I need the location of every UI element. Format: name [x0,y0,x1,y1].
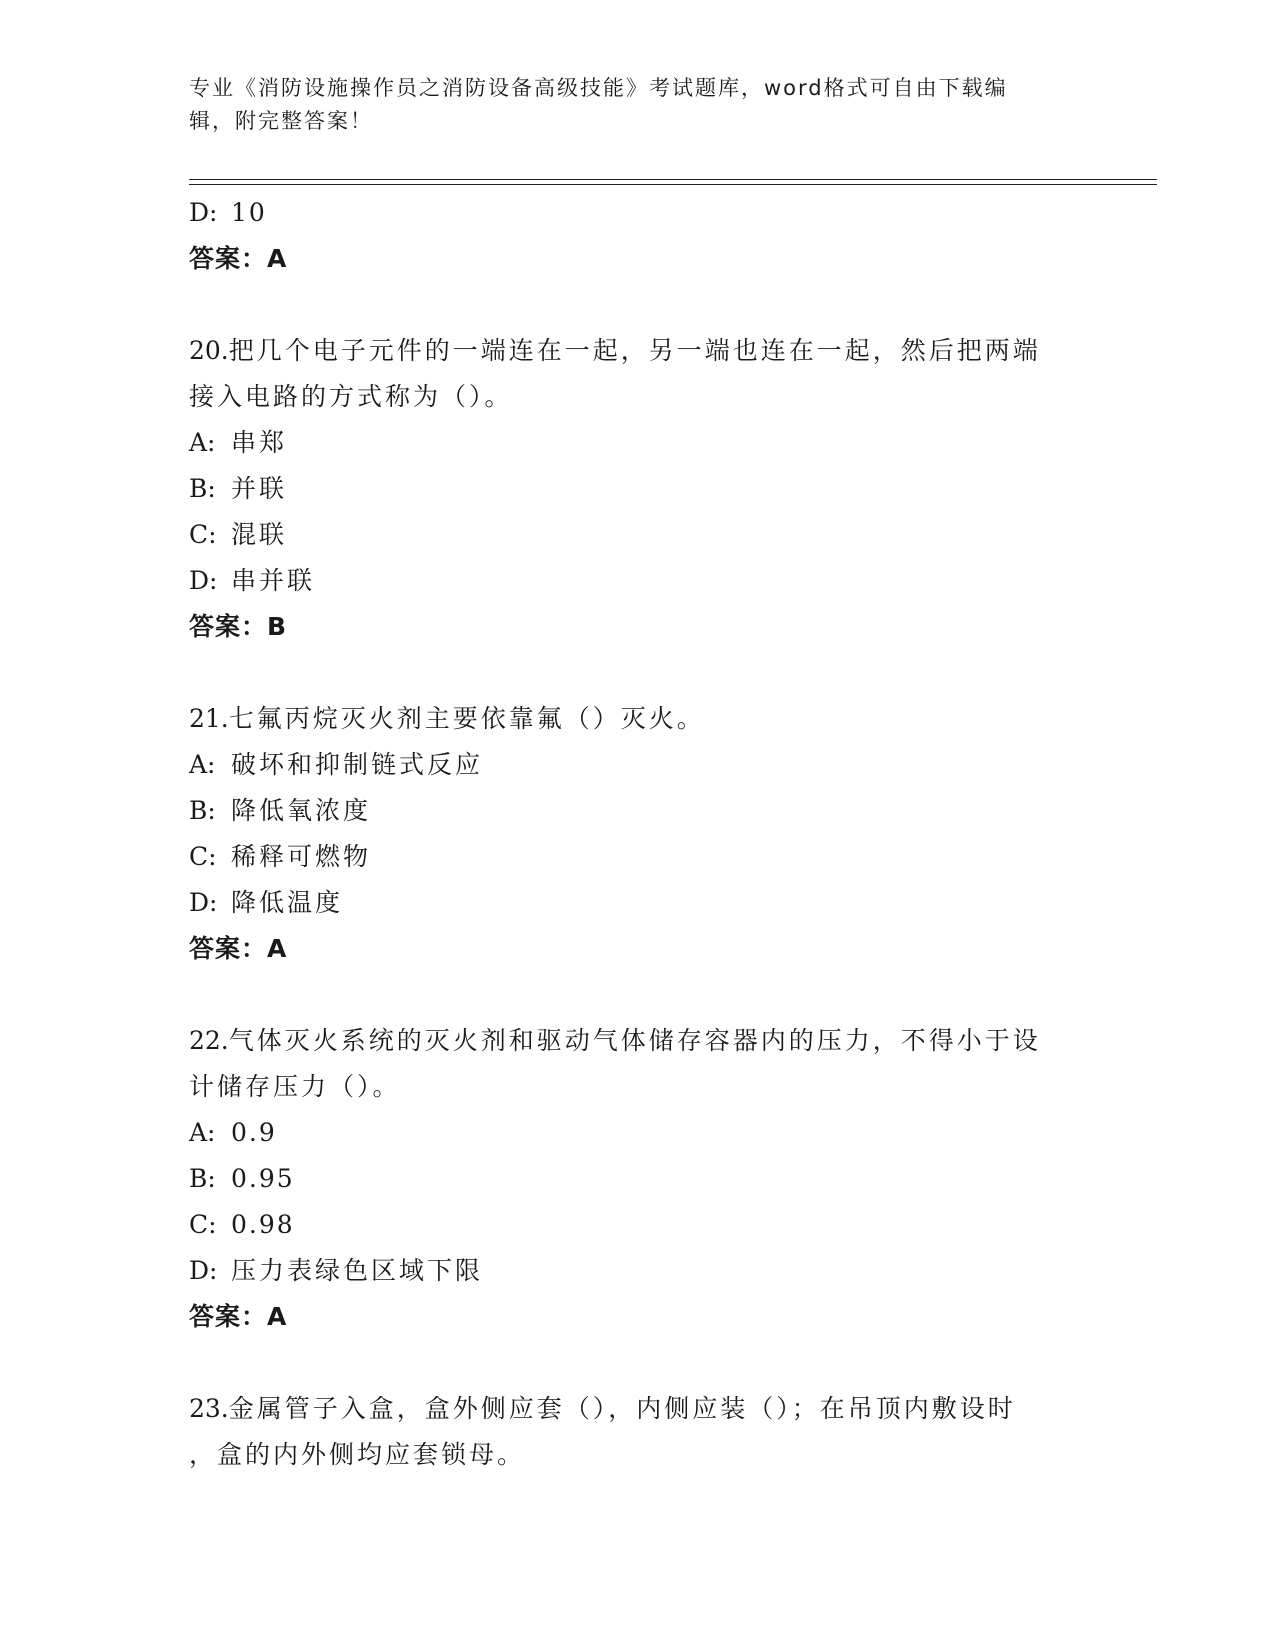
question-20-option-d: D: 串并联 [189,566,316,595]
question-20-option-a: A: 串郑 [189,428,288,457]
question-22-option-b: B: 0.95 [189,1164,295,1193]
question-22-answer: 答案：A [189,1302,288,1331]
question-21-stem: 21.七氟丙烷灭火剂主要依靠氟（）灭火。 [189,704,705,733]
question-20-stem: 20.把几个电子元件的一端连在一起，另一端也连在一起，然后把两端 [189,336,1041,365]
question-21-option-c: C: 稀释可燃物 [189,842,372,871]
question-21-answer: 答案：A [189,934,288,963]
question-23-stem: 23.金属管子入盒，盒外侧应套（），内侧应装（）；在吊顶内敷设时 [189,1394,1016,1423]
option-d-prev: D: 10 [189,198,267,227]
question-21-option-a: A: 破坏和抑制链式反应 [189,750,484,779]
question-22-option-d: D: 压力表绿色区域下限 [189,1256,484,1285]
question-list [189,190,1089,1478]
question-22-option-c: C: 0.98 [189,1210,295,1239]
document-header [189,72,1089,138]
header-line-2: 辑，附完整答案！ [189,109,373,133]
question-22-stem-cont: 计储存压力（）。 [189,1072,401,1101]
question-20-answer: 答案：B [189,612,288,641]
header-line-1: 专业《消防设施操作员之消防设备高级技能》考试题库，word格式可自由下载编 [189,76,1008,100]
question-20-stem-cont: 接入电路的方式称为（）。 [189,382,513,411]
question-20-option-b: B: 并联 [189,474,288,503]
header-divider-bottom [189,184,1157,185]
question-21-option-b: B: 降低氧浓度 [189,796,372,825]
question-23-stem-cont: ，盒的内外侧均应套锁母。 [189,1440,526,1469]
question-22-option-a: A: 0.9 [189,1118,277,1147]
question-20-option-c: C: 混联 [189,520,288,549]
question-21-option-d: D: 降低温度 [189,888,344,917]
header-divider-top [189,179,1157,180]
answer-prev: 答案：A [189,244,288,273]
question-22-stem: 22.气体灭火系统的灭火剂和驱动气体储存容器内的压力，不得小于设 [189,1026,1041,1055]
